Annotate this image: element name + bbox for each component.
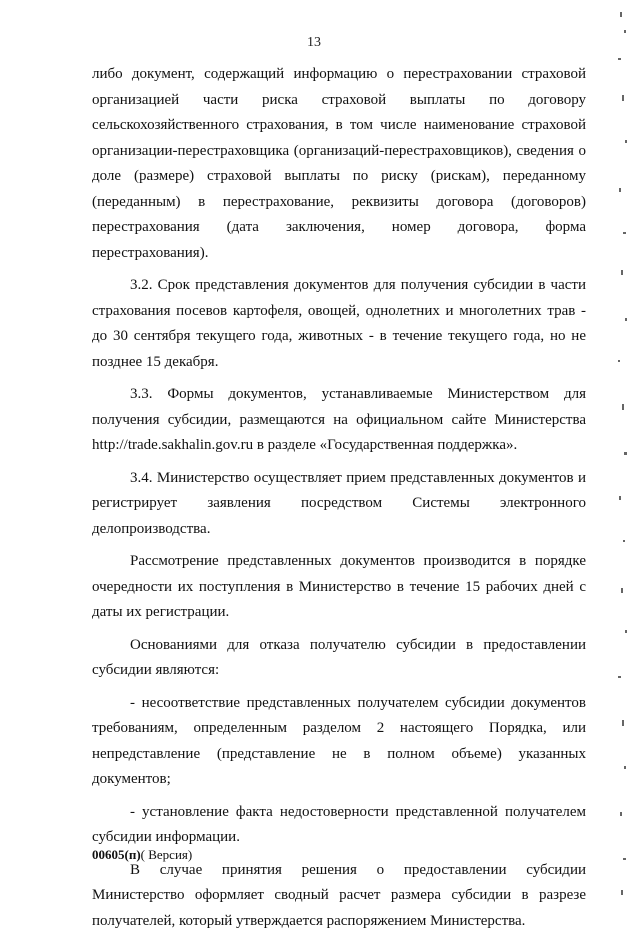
- paragraph-refusal-grounds: Основаниями для отказа получателю субсидии в предоставлении субсидии являются:: [92, 633, 586, 684]
- paragraph-3-4-registration: 3.4. Министерство осуществляет прием представленных документов и регистрирует заявления посредством Системы электронного делопроизводства.: [92, 466, 586, 543]
- scan-edge-noise: [606, 0, 628, 905]
- document-body: [92, 62, 586, 934]
- paragraph-reinsurance-continuation: либо документ, содержащий информацию о перестраховании страховой организацией части риска страховой выплаты по договору сельскохозяйственного страхования, в том числе наименование страховой организации-перестраховщика (организаций-перестраховщиков), сведения о доле (размере) страховой выплаты по риску (рискам), переданному (переданным) в перестрахование, реквизиты договора (договоров) перестрахования (дата заключения, номер договора, форма перестрахования).: [92, 62, 586, 266]
- page-number: 13: [0, 35, 628, 51]
- list-item-false-information: - установление факта недостоверности представленной получателем субсидии информации.: [92, 800, 586, 851]
- paragraph-3-3-forms: 3.3. Формы документов, устанавливаемые Министерством для получения субсидии, размещаются на официальном сайте Министерства http://trade.sakhalin.gov.ru в разделе «Государственная поддержка».: [92, 382, 586, 459]
- list-item-noncompliance: - несоответствие представленных получателем субсидии документов требованиям, определенным разделом 2 настоящего Порядка, или непредставление (представление не в полном объеме) указанных документов;: [92, 691, 586, 793]
- document-code: 00605(п): [92, 847, 141, 862]
- document-version: ( Версия): [141, 847, 193, 862]
- paragraph-review-order: Рассмотрение представленных документов производится в порядке очередности их поступления в Министерство в течение 15 рабочих дней с даты их регистрации.: [92, 549, 586, 626]
- paragraph-3-2-deadline: 3.2. Срок представления документов для получения субсидии в части страхования посевов картофеля, овощей, однолетних и многолетних трав - до 30 сентября текущего года, животных - в течение текущего года, но не позднее 15 декабря.: [92, 273, 586, 375]
- document-footer: [92, 847, 192, 863]
- paragraph-subsidy-calculation: В случае принятия решения о предоставлении субсидии Министерство оформляет сводный расчет размера субсидии в разрезе получателей, который утверждается распоряжением Министерства.: [92, 858, 586, 934]
